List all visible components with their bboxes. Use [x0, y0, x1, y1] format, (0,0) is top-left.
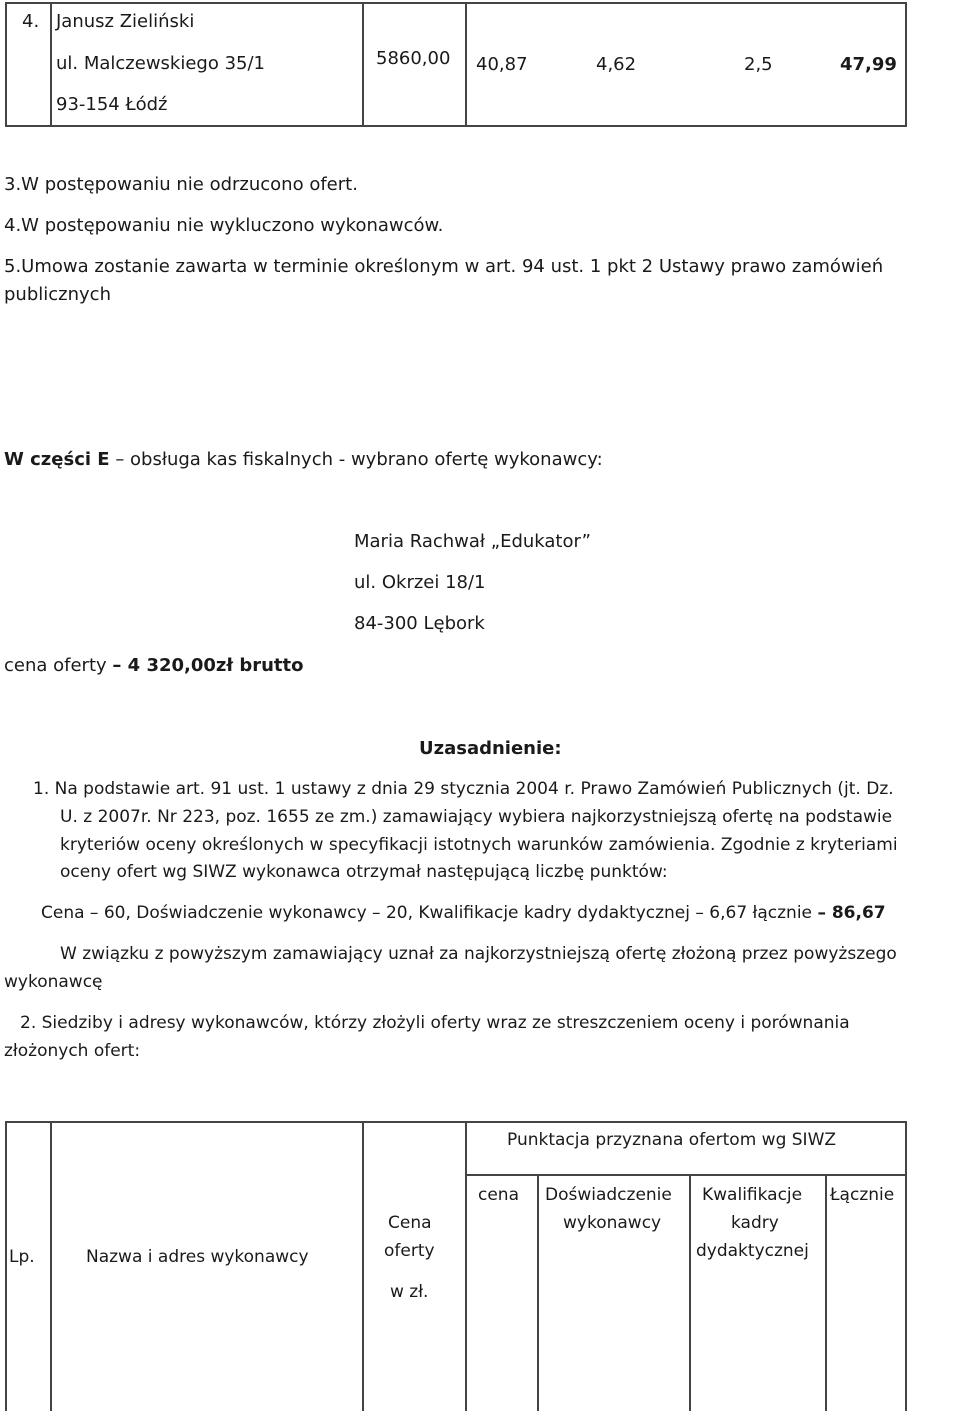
scores-line — [41, 903, 886, 923]
contractor-name: Janusz Zieliński — [56, 11, 195, 32]
table-divider — [362, 1123, 364, 1411]
table-divider — [825, 1174, 827, 1411]
selected-contractor-city: 84-300 Lębork — [354, 613, 485, 634]
conclusion-line2: wykonawcę — [4, 972, 103, 992]
price-value: – 4 320,00zł brutto — [112, 655, 304, 676]
col-qualif-line: Kwalifikacje — [702, 1185, 803, 1205]
table-divider — [465, 1123, 467, 1411]
selected-contractor-street: ul. Okrzei 18/1 — [354, 572, 486, 593]
offer-price-line — [4, 655, 304, 677]
col-total: Łącznie — [830, 1185, 895, 1205]
row-lp: 4. — [22, 11, 40, 32]
item2-line2: złożonych ofert: — [4, 1041, 141, 1061]
justification-line: oceny ofert wg SIWZ wykonawca otrzymał następującą liczbę punktów: — [60, 862, 668, 882]
justification-line: 1. Na podstawie art. 91 ust. 1 ustawy z dnia 29 stycznia 2004 r. Prawo Zamówień Publicznych (jt. Dz. — [33, 779, 894, 799]
col-qualif-line: kadry — [731, 1213, 779, 1233]
justification-line: kryteriów oceny określonych w specyfikacji istotnych warunków zamówienia. Zgodnie z kryteriami — [60, 835, 898, 855]
col-price-line: w zł. — [390, 1282, 429, 1302]
justification-heading: Uzasadnienie: — [419, 738, 562, 759]
part-e-description: – obsługa kas fiskalnych - wybrano ofertę wykonawcy: — [109, 449, 603, 470]
scores-text: Cena – 60, Doświadczenie wykonawcy – 20, Kwalifikacje kadry dydaktycznej – 6,67 łącznie — [41, 903, 813, 923]
contractor-city: 93-154 Łódź — [56, 94, 168, 115]
col-lp: Lp. — [9, 1247, 35, 1267]
note-5-line2: publicznych — [4, 284, 111, 305]
table-divider — [689, 1174, 691, 1411]
scores-total: – 86,67 — [817, 903, 886, 923]
col-price-line: Cena — [388, 1213, 432, 1233]
part-e-heading — [4, 449, 603, 471]
justification-line: U. z 2007r. Nr 223, poz. 1655 ze zm.) zamawiający wybiera najkorzystniejszą ofertę na podstawie — [60, 807, 893, 827]
table-divider — [465, 1174, 905, 1176]
table-divider — [50, 1123, 52, 1411]
contractor-street: ul. Malczewskiego 35/1 — [56, 53, 266, 74]
score-price: 40,87 — [476, 54, 528, 75]
table-divider — [537, 1174, 539, 1411]
col-price-line: oferty — [384, 1241, 435, 1261]
score-qualifications: 2,5 — [744, 54, 773, 75]
price-label: cena oferty — [4, 655, 107, 676]
conclusion-line1: W związku z powyższym zamawiający uznał za najkorzystniejszą ofertę złożoną przez powyższego — [60, 944, 897, 964]
table-divider — [362, 4, 364, 125]
offer-price: 5860,00 — [376, 48, 451, 69]
note-4: 4.W postępowaniu nie wykluczono wykonawców. — [4, 215, 444, 236]
note-5-line1: 5.Umowa zostanie zawarta w terminie określonym w art. 94 ust. 1 pkt 2 Ustawy prawo zamówień — [4, 256, 884, 277]
selected-contractor-name: Maria Rachwał „Edukator” — [354, 531, 591, 552]
col-experience-line: wykonawcy — [563, 1213, 662, 1233]
table-divider — [465, 4, 467, 125]
col-name: Nazwa i adres wykonawcy — [86, 1247, 309, 1267]
item2-line1: 2. Siedziby i adresy wykonawców, którzy złożyli oferty wraz ze streszczeniem oceny i porównania — [20, 1013, 850, 1033]
group-header: Punktacja przyznana ofertom wg SIWZ — [507, 1130, 837, 1150]
col-cena: cena — [478, 1185, 519, 1205]
table-divider — [50, 4, 52, 125]
col-experience-line: Doświadczenie — [545, 1185, 672, 1205]
score-experience: 4,62 — [596, 54, 637, 75]
part-e-label: W części E — [4, 449, 110, 470]
note-3: 3.W postępowaniu nie odrzucono ofert. — [4, 174, 358, 195]
score-total: 47,99 — [840, 54, 897, 75]
col-qualif-line: dydaktycznej — [696, 1241, 809, 1261]
